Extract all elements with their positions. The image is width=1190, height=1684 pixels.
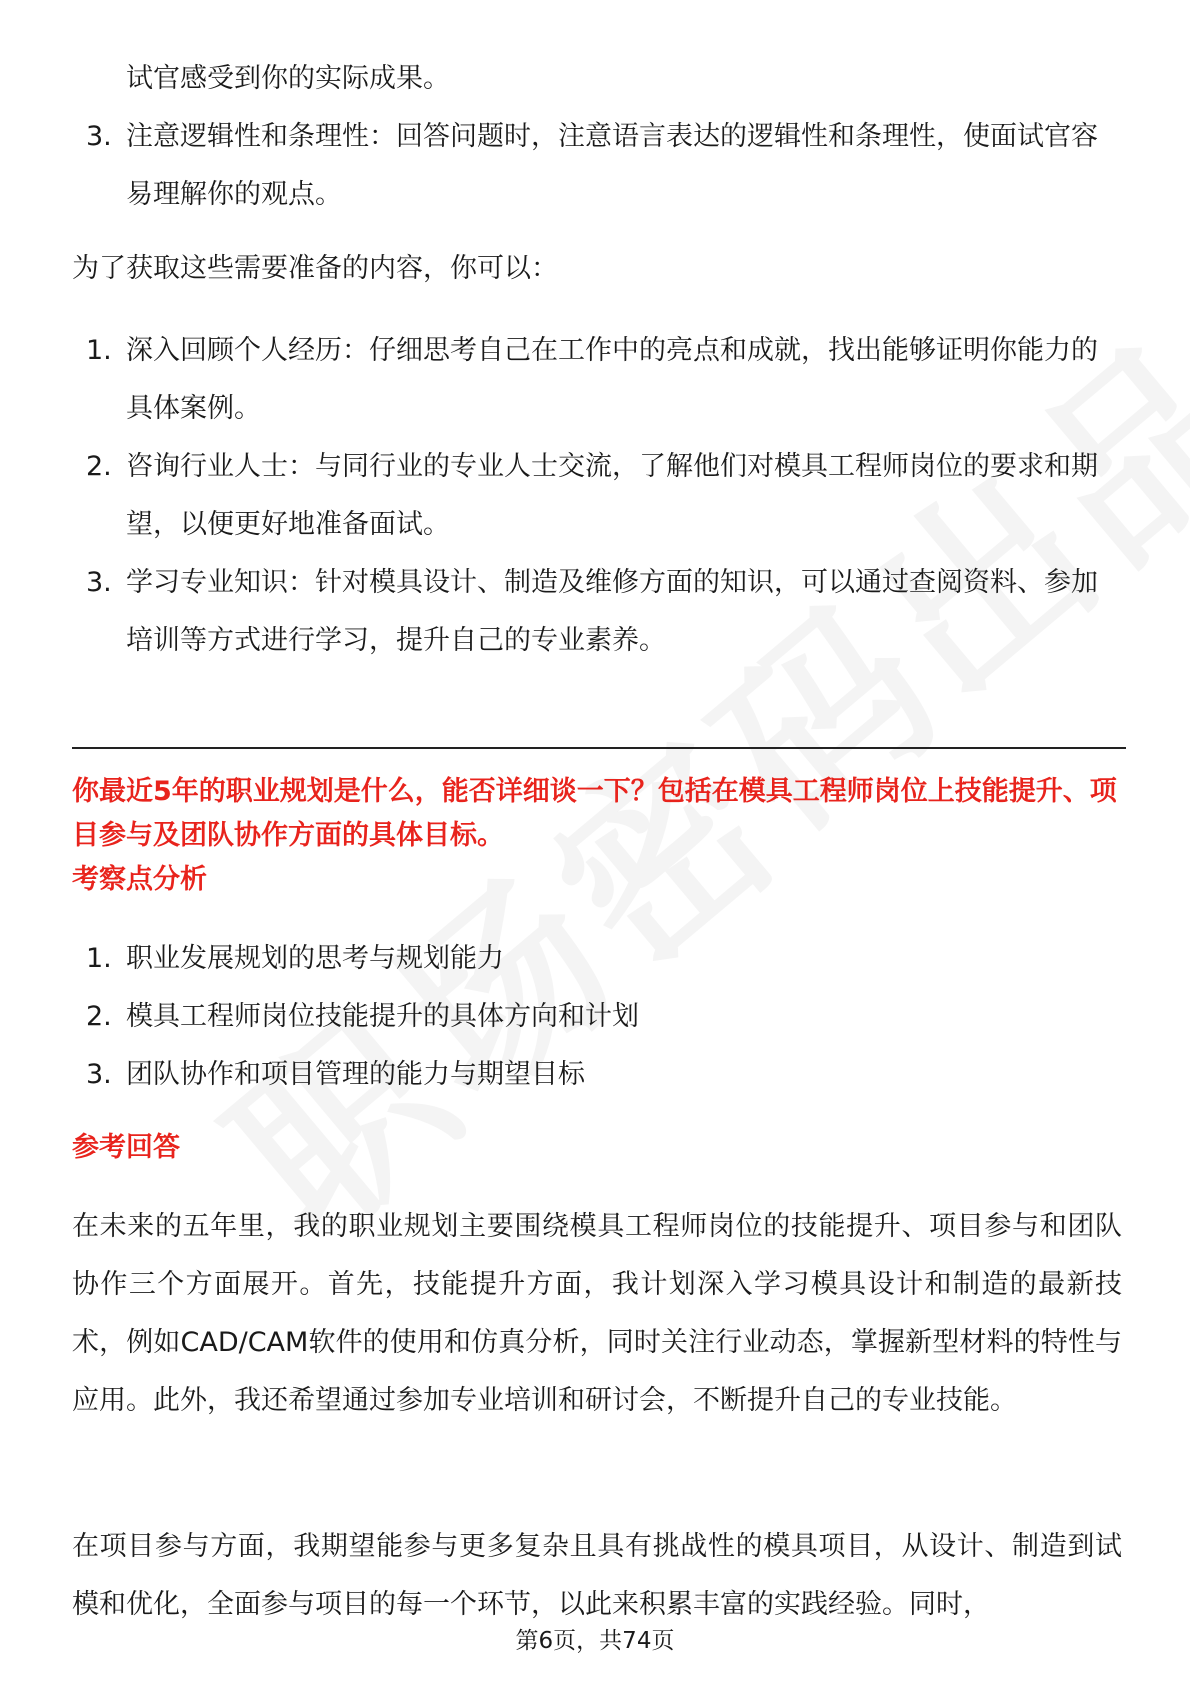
list-item	[72, 930, 1122, 988]
list-text: 学习专业知识：针对模具设计、制造及维修方面的知识，可以通过查阅资料、参加培训等方式进行学习，提升自己的专业素养。	[126, 567, 1098, 656]
list-text: 咨询行业人士：与同行业的专业人士交流，了解他们对模具工程师岗位的要求和期望，以便更好地准备面试。	[126, 451, 1098, 540]
list-number: 3.	[86, 567, 112, 598]
answer-heading: 参考回答	[72, 1132, 180, 1163]
list-item	[72, 438, 1122, 554]
list-item	[72, 988, 1122, 1046]
analysis-list	[72, 930, 1122, 1104]
prepare-intro: 为了获取这些需要准备的内容，你可以：	[72, 253, 558, 284]
analysis-heading: 考察点分析	[72, 864, 207, 895]
interview-question: 你最近5年的职业规划是什么，能否详细谈一下？包括在模具工程师岗位上技能提升、项目参与及团队协作方面的具体目标。	[72, 776, 1117, 851]
list-item	[72, 322, 1122, 438]
list-number: 1.	[86, 943, 112, 974]
tips-list	[72, 108, 1122, 224]
continuation-text: 试官感受到你的实际成果。	[126, 63, 450, 94]
list-number: 1.	[86, 335, 112, 366]
list-number: 2.	[86, 451, 112, 482]
list-text: 模具工程师岗位技能提升的具体方向和计划	[126, 1001, 639, 1032]
list-text: 团队协作和项目管理的能力与期望目标	[126, 1059, 585, 1090]
answer-paragraph: 在未来的五年里，我的职业规划主要围绕模具工程师岗位的技能提升、项目参与和团队协作三个方面展开。首先，技能提升方面，我计划深入学习模具设计和制造的最新技术，例如CAD/CAM软件的使用和仿真分析，同时关注行业动态，掌握新型材料的特性与应用。此外，我还希望通过参加专业培训和研讨会，不断提升自己的专业技能。	[72, 1211, 1122, 1416]
list-item	[72, 1046, 1122, 1104]
list-number: 3.	[86, 121, 112, 152]
list-item	[72, 554, 1122, 670]
list-text: 注意逻辑性和条理性：回答问题时，注意语言表达的逻辑性和条理性，使面试官容易理解你的观点。	[126, 121, 1098, 210]
answer-paragraph: 在项目参与方面，我期望能参与更多复杂且具有挑战性的模具项目，从设计、制造到试模和优化，全面参与项目的每一个环节，以此来积累丰富的实践经验。同时，	[72, 1531, 1122, 1620]
list-item	[72, 108, 1122, 224]
page-footer: 第6页，共74页	[515, 1628, 675, 1654]
list-text: 深入回顾个人经历：仔细思考自己在工作中的亮点和成就，找出能够证明你能力的具体案例。	[126, 335, 1098, 424]
list-number: 3.	[86, 1059, 112, 1090]
section-divider	[72, 747, 1126, 749]
prepare-list	[72, 322, 1122, 670]
list-number: 2.	[86, 1001, 112, 1032]
list-text: 职业发展规划的思考与规划能力	[126, 943, 504, 974]
